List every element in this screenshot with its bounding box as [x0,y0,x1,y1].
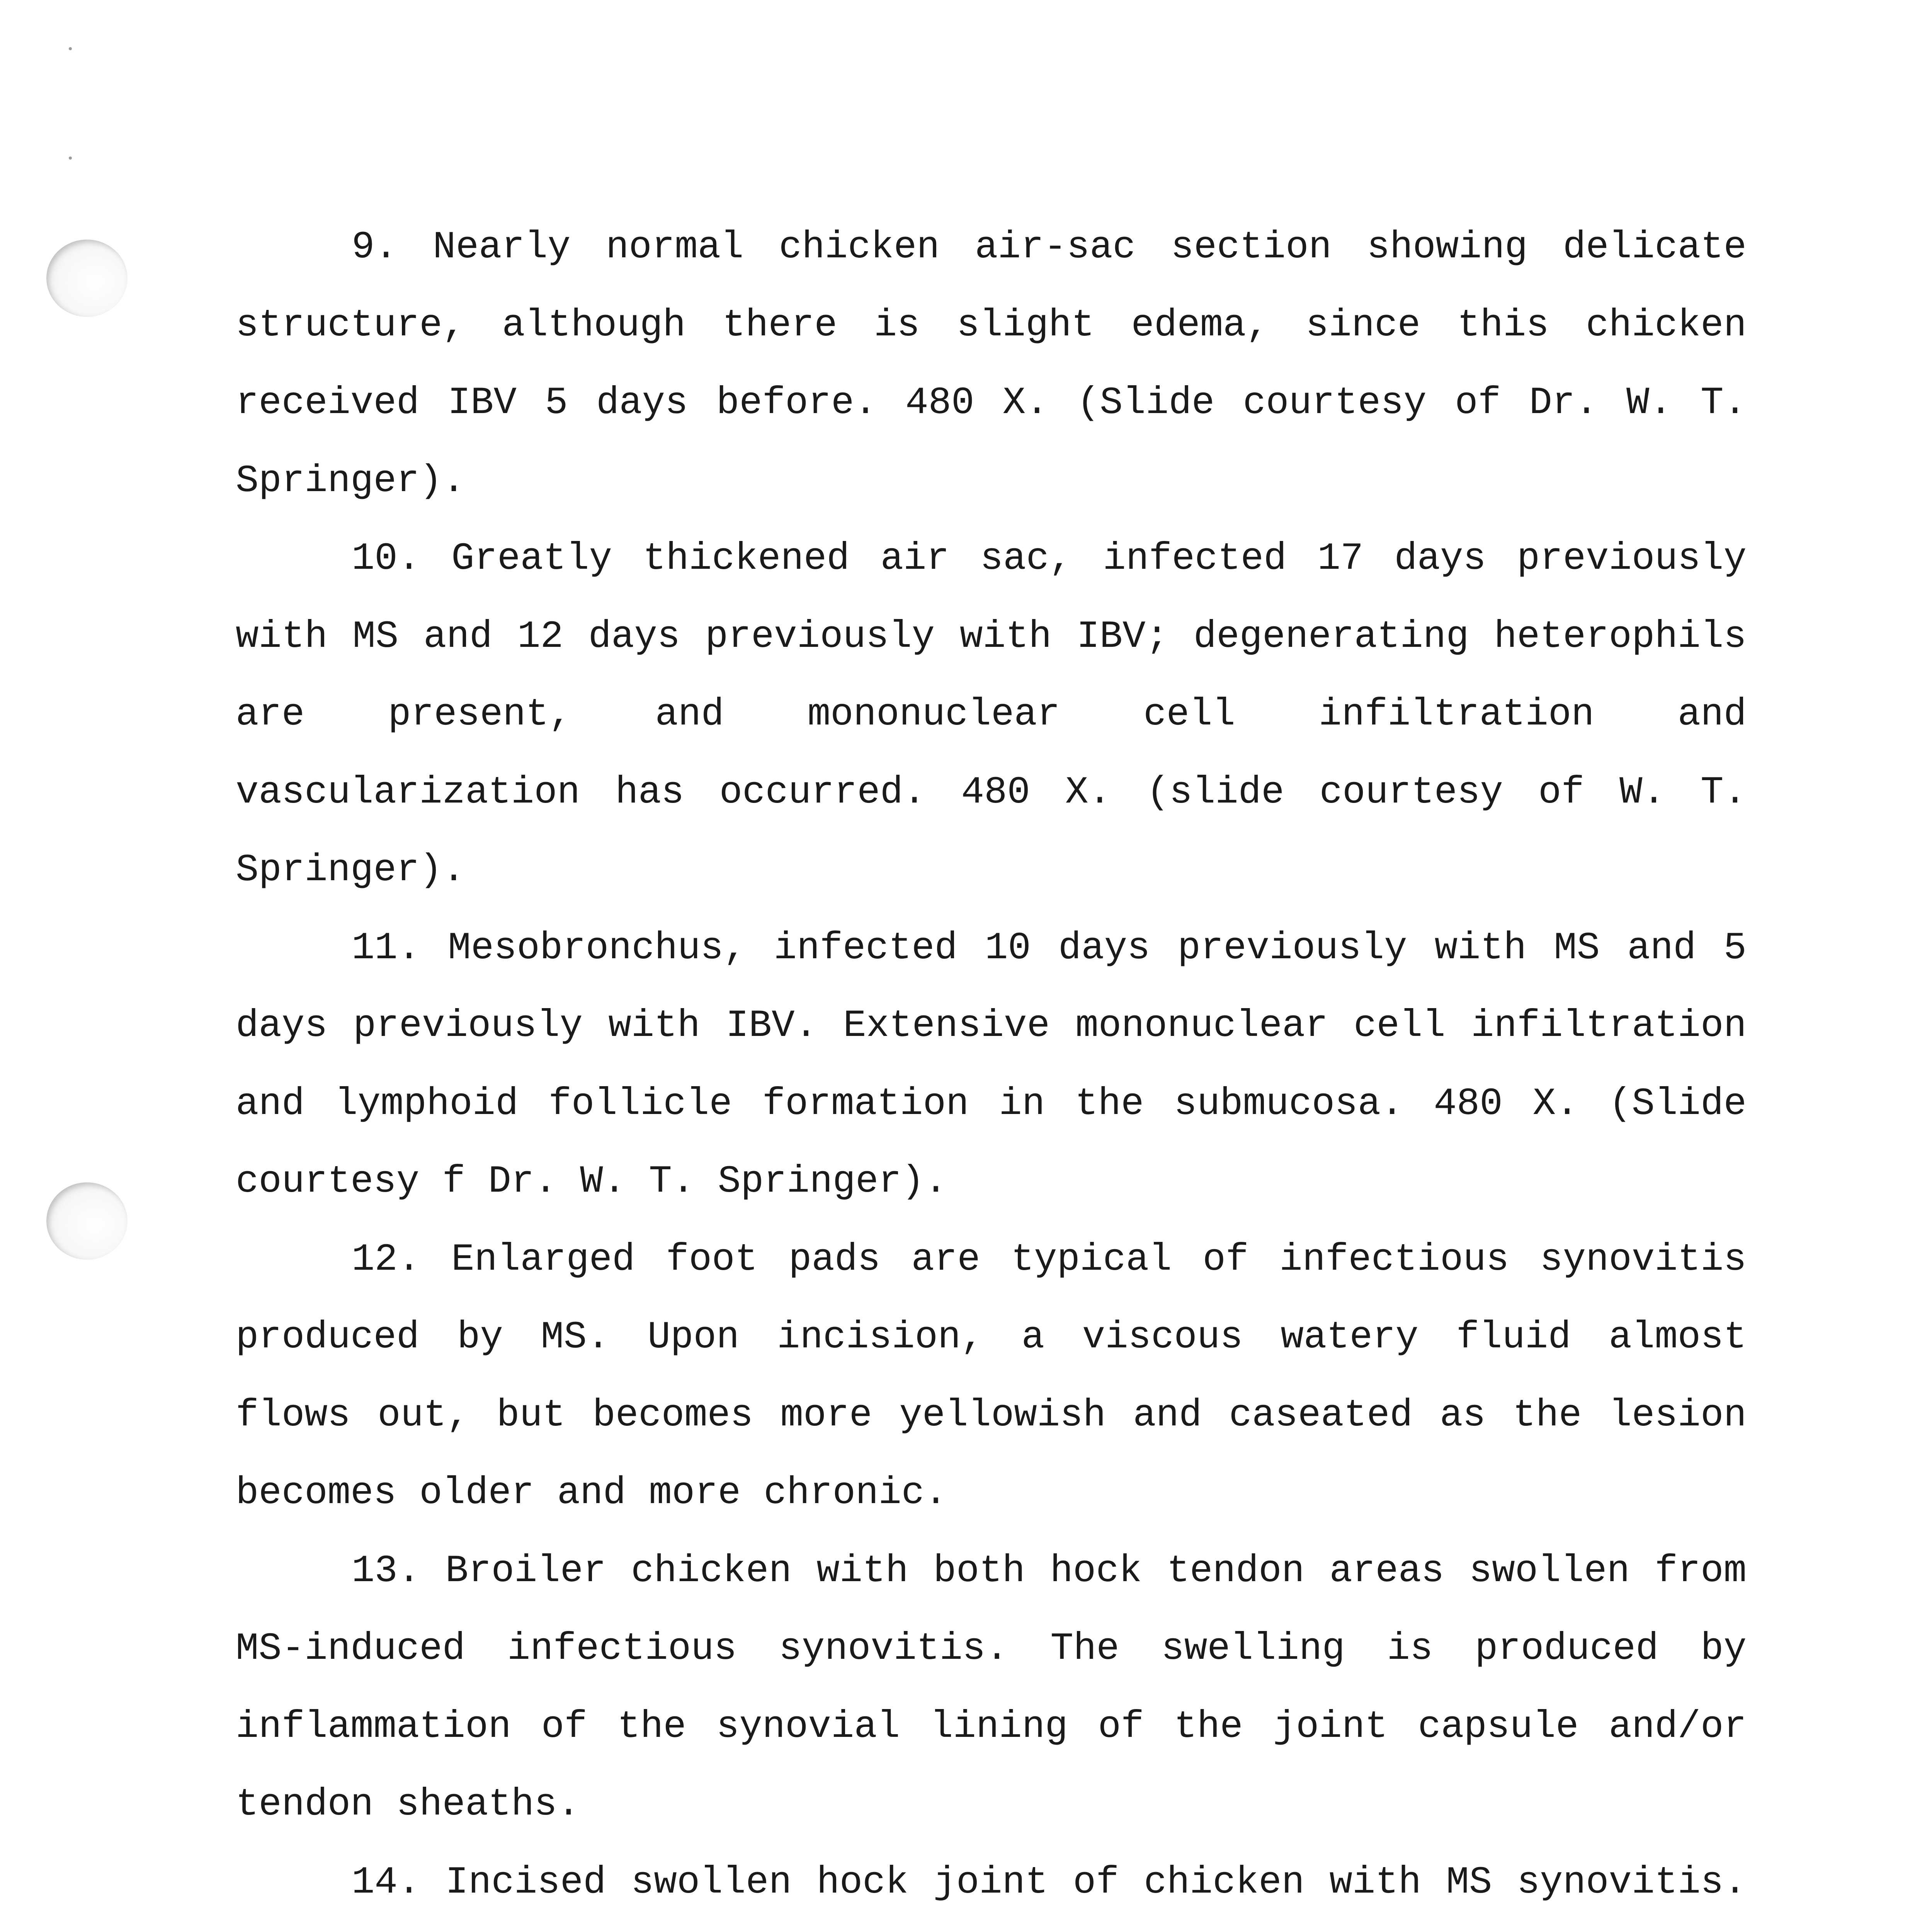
paragraph-11: 11. Mesobronchus, infected 10 days previously with MS and 5 days previously with IBV. Extensive mononuclear cell infiltration and lymphoid follicle formation in the submucosa. 480 X. (Slide courtesy f Dr. W. T. Springer). [236,926,1747,1203]
paragraph-9: 9. Nearly normal chicken air-sac section showing delicate structure, although there is slight edema, since this chicken received IBV 5 days before. 480 X. (Slide courtesy of Dr. W. T. Springer). [236,226,1747,503]
body-text [236,209,1747,1932]
binder-hole-middle [46,1182,128,1260]
binder-hole-top [46,240,128,317]
scan-speck [69,47,72,50]
scan-speck [69,156,72,160]
paragraph-13: 13. Broiler chicken with both hock tendon areas swollen from MS-induced infectious synovitis. The swelling is produced by inflammation of the synovial lining of the joint capsule and/or tendon sheaths. [236,1549,1747,1826]
paragraph-14: 14. Incised swollen hock joint of chicken with MS synovitis. [352,1861,1747,1904]
paragraph-10: 10. Greatly thickened air sac, infected 17 days previously with MS and 12 days previously with IBV; degenerating heterophils are present, and mononuclear cell infiltration and vascularization has occurred. 480 X. (slide courtesy of W. T. Springer). [236,537,1747,892]
paragraph-12: 12. Enlarged foot pads are typical of infectious synovitis produced by MS. Upon incision, a viscous watery fluid almost flows out, but becomes more yellowish and caseated as the lesion becomes older and more chronic. [236,1238,1747,1515]
